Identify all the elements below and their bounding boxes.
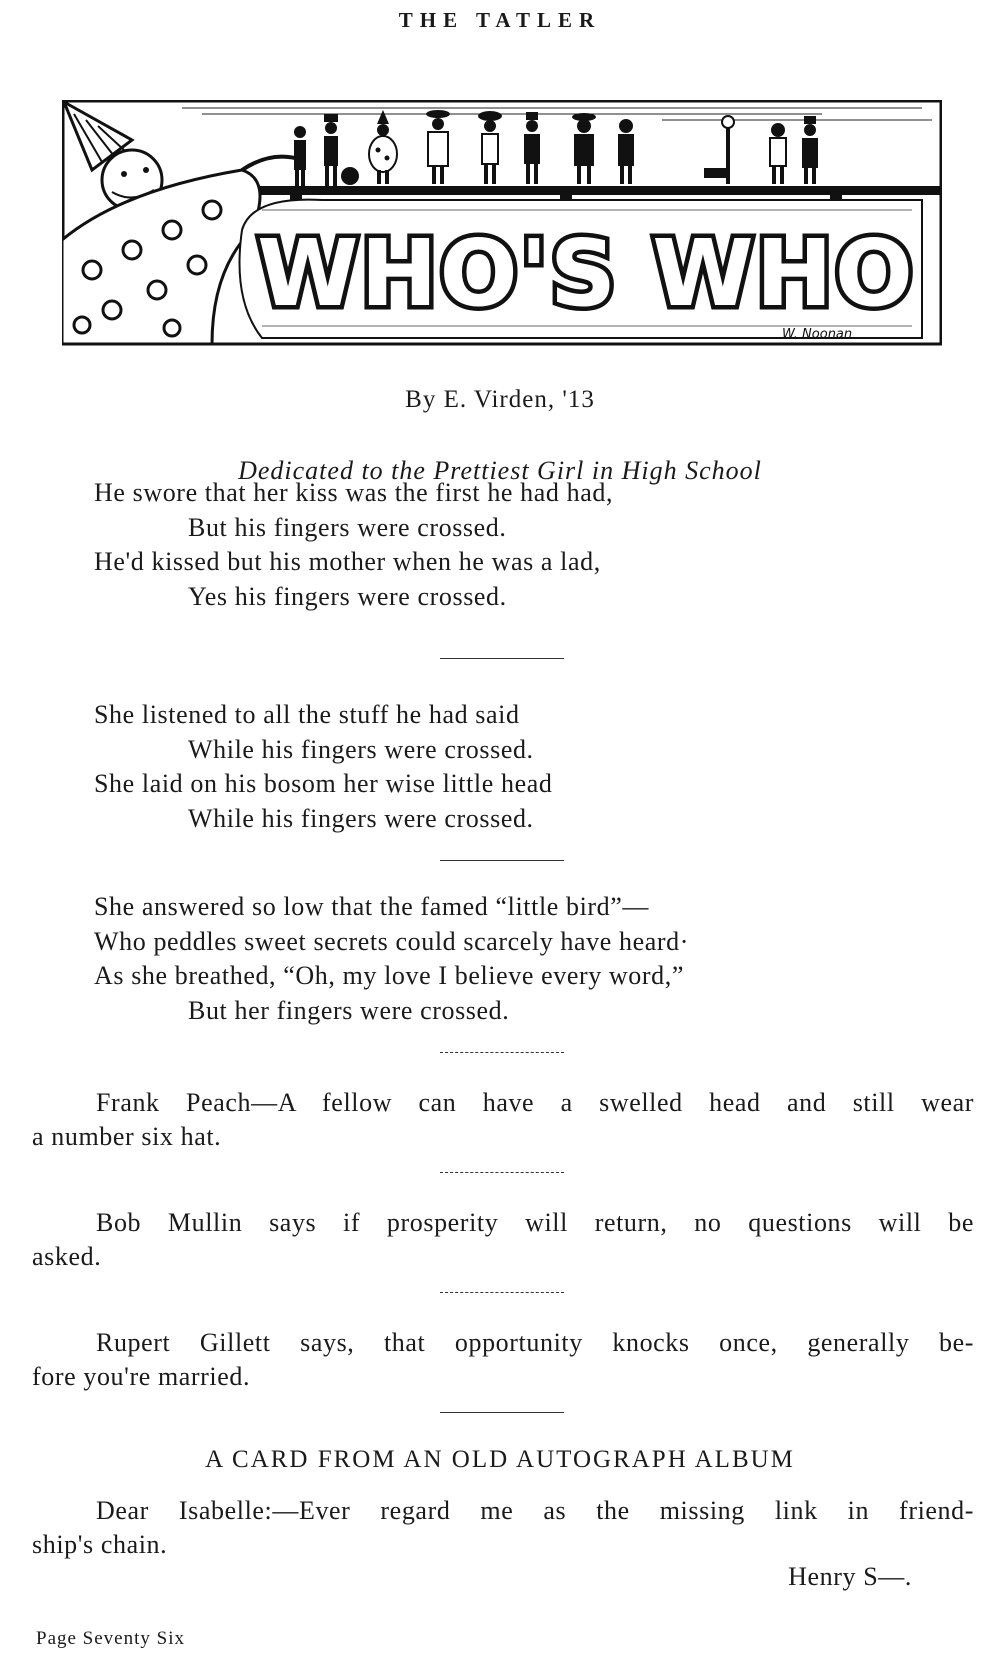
paragraph-first-line: Frank Peach—A fellow can have a swelled head and still wear bbox=[96, 1088, 974, 1117]
poem-line: While his fingers were crossed. bbox=[188, 734, 534, 764]
poem-line: She listened to all the stuff he had said bbox=[94, 700, 520, 729]
section-divider bbox=[440, 658, 564, 659]
poem-line: But her fingers were crossed. bbox=[188, 995, 510, 1025]
poem-line: Yes his fingers were crossed. bbox=[188, 581, 507, 611]
card-signature: Henry S—. bbox=[788, 1562, 912, 1591]
banner-title: WHO'S WHO bbox=[257, 220, 915, 327]
paragraph-first-line: Dear Isabelle:—Ever regard me as the missing link in friend- bbox=[96, 1496, 974, 1525]
paragraph-continuation: a number six hat. bbox=[32, 1122, 222, 1151]
poem-line: As she breathed, “Oh, my love I believe every word,” bbox=[94, 961, 684, 990]
section-divider bbox=[440, 1172, 564, 1173]
paragraph-continuation: ship's chain. bbox=[32, 1530, 168, 1559]
section-divider bbox=[440, 1052, 564, 1053]
poem-stanza-2 bbox=[94, 698, 552, 836]
paragraph-continuation: asked. bbox=[32, 1242, 102, 1271]
section-divider bbox=[440, 1412, 564, 1413]
paragraph-first-line: Rupert Gillett says, that opportunity knocks once, generally be- bbox=[96, 1328, 974, 1357]
poem-stanza-1 bbox=[94, 476, 613, 614]
poem-line: He swore that her kiss was the first he had had, bbox=[94, 478, 614, 507]
item-frank-peach bbox=[32, 1086, 974, 1154]
item-bob-mullin bbox=[32, 1206, 974, 1274]
card-heading: A CARD FROM AN OLD AUTOGRAPH ALBUM bbox=[205, 1446, 795, 1473]
item-rupert-gillett bbox=[32, 1326, 974, 1394]
section-divider bbox=[440, 1292, 564, 1293]
dedication: Dedicated to the Prettiest Girl in High School bbox=[238, 456, 762, 485]
poem-line: She answered so low that the famed “little bird”— bbox=[94, 892, 650, 921]
poem-stanza-3 bbox=[94, 890, 689, 1028]
poem-line: He'd kissed but his mother when he was a lad, bbox=[94, 547, 601, 576]
poem-line: While his fingers were crossed. bbox=[188, 803, 534, 833]
poem-line: She laid on his bosom her wise little head bbox=[94, 769, 553, 798]
artist-signature: W. Noonan bbox=[782, 327, 853, 342]
paragraph-continuation: fore you're married. bbox=[32, 1362, 251, 1391]
poem-line: Who peddles sweet secrets could scarcely have heard· bbox=[94, 926, 689, 956]
card-text bbox=[32, 1494, 974, 1562]
running-header: THE TATLER bbox=[398, 8, 602, 32]
paragraph-first-line: Bob Mullin says if prosperity will return, no questions will be bbox=[96, 1208, 974, 1237]
poem-line: But his fingers were crossed. bbox=[188, 512, 507, 542]
page-number: Page Seventy Six bbox=[36, 1628, 185, 1649]
byline: By E. Virden, '13 bbox=[405, 386, 595, 413]
whos-who-banner-illustration bbox=[62, 100, 942, 372]
section-divider bbox=[440, 860, 564, 861]
